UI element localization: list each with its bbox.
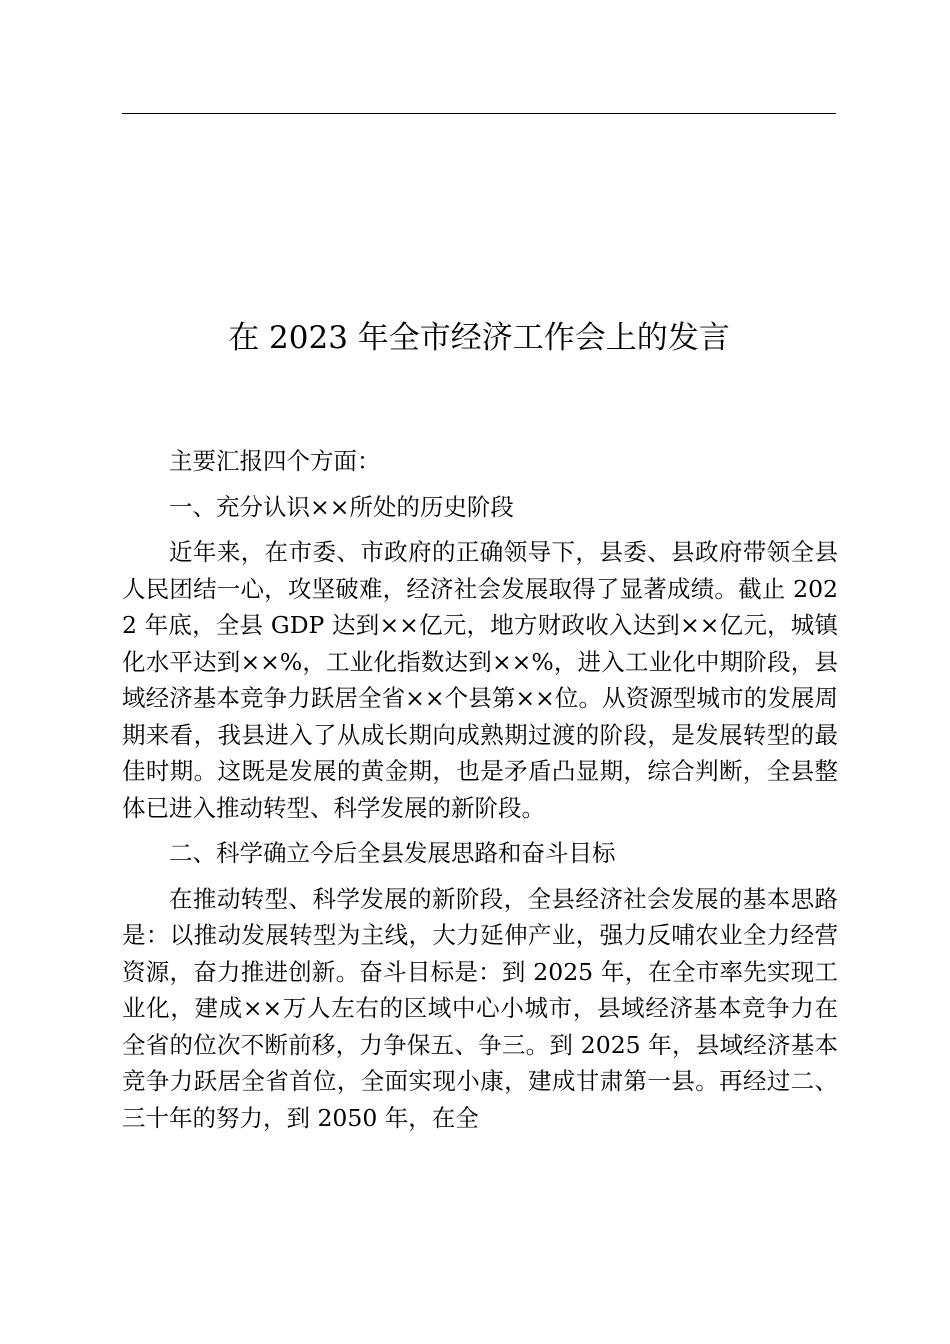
header-rule: [122, 113, 836, 114]
document-body: [122, 443, 838, 1136]
document-title: 在 2023 年全市经济工作会上的发言: [228, 320, 730, 356]
paragraph-section-2: 在推动转型、科学发展的新阶段，全县经济社会发展的基本思路是：以推动发展转型为主线，大力延伸产业，强力反哺农业全力经营资源，奋力推进创新。奋斗目标是：到 2025 年，在全市率先实现工业化，建成××万人左右的区域中心小城市，县域经济基本竞争力在全省的位次不断前移，力争保五、争三。到 2025 年，县域经济基本竞争力跃居全省首位，全面实现小康，建成甘肃第一县。再经过二、三十年的努力，到 2050 年，在全: [122, 884, 838, 1132]
paragraph-section-1: 近年来，在市委、市政府的正确领导下，县委、县政府带领全县人民团结一心，攻坚破难，经济社会发展取得了显著成绩。截止 2022 年底，全县 GDP 达到××亿元，地方财政收入达到××亿元，城镇化水平达到××%，工业化指数达到××%，进入工业化中期阶段，县域经济基本竞争力跃居全省××个县第××位。从资源型城市的发展周期来看，我县进入了从成长期向成熟期过渡的阶段，是发展转型的最佳时期。这既是发展的黄金期，也是矛盾凸显期，综合判断，全县整体已进入推动转型、科学发展的新阶段。: [122, 538, 838, 822]
section-heading-1: 一、充分认识××所处的历史阶段: [169, 492, 514, 521]
paragraph-intro: 主要汇报四个方面：: [169, 447, 381, 475]
section-heading-2: 二、科学确立今后全县发展思路和奋斗目标: [169, 839, 616, 867]
